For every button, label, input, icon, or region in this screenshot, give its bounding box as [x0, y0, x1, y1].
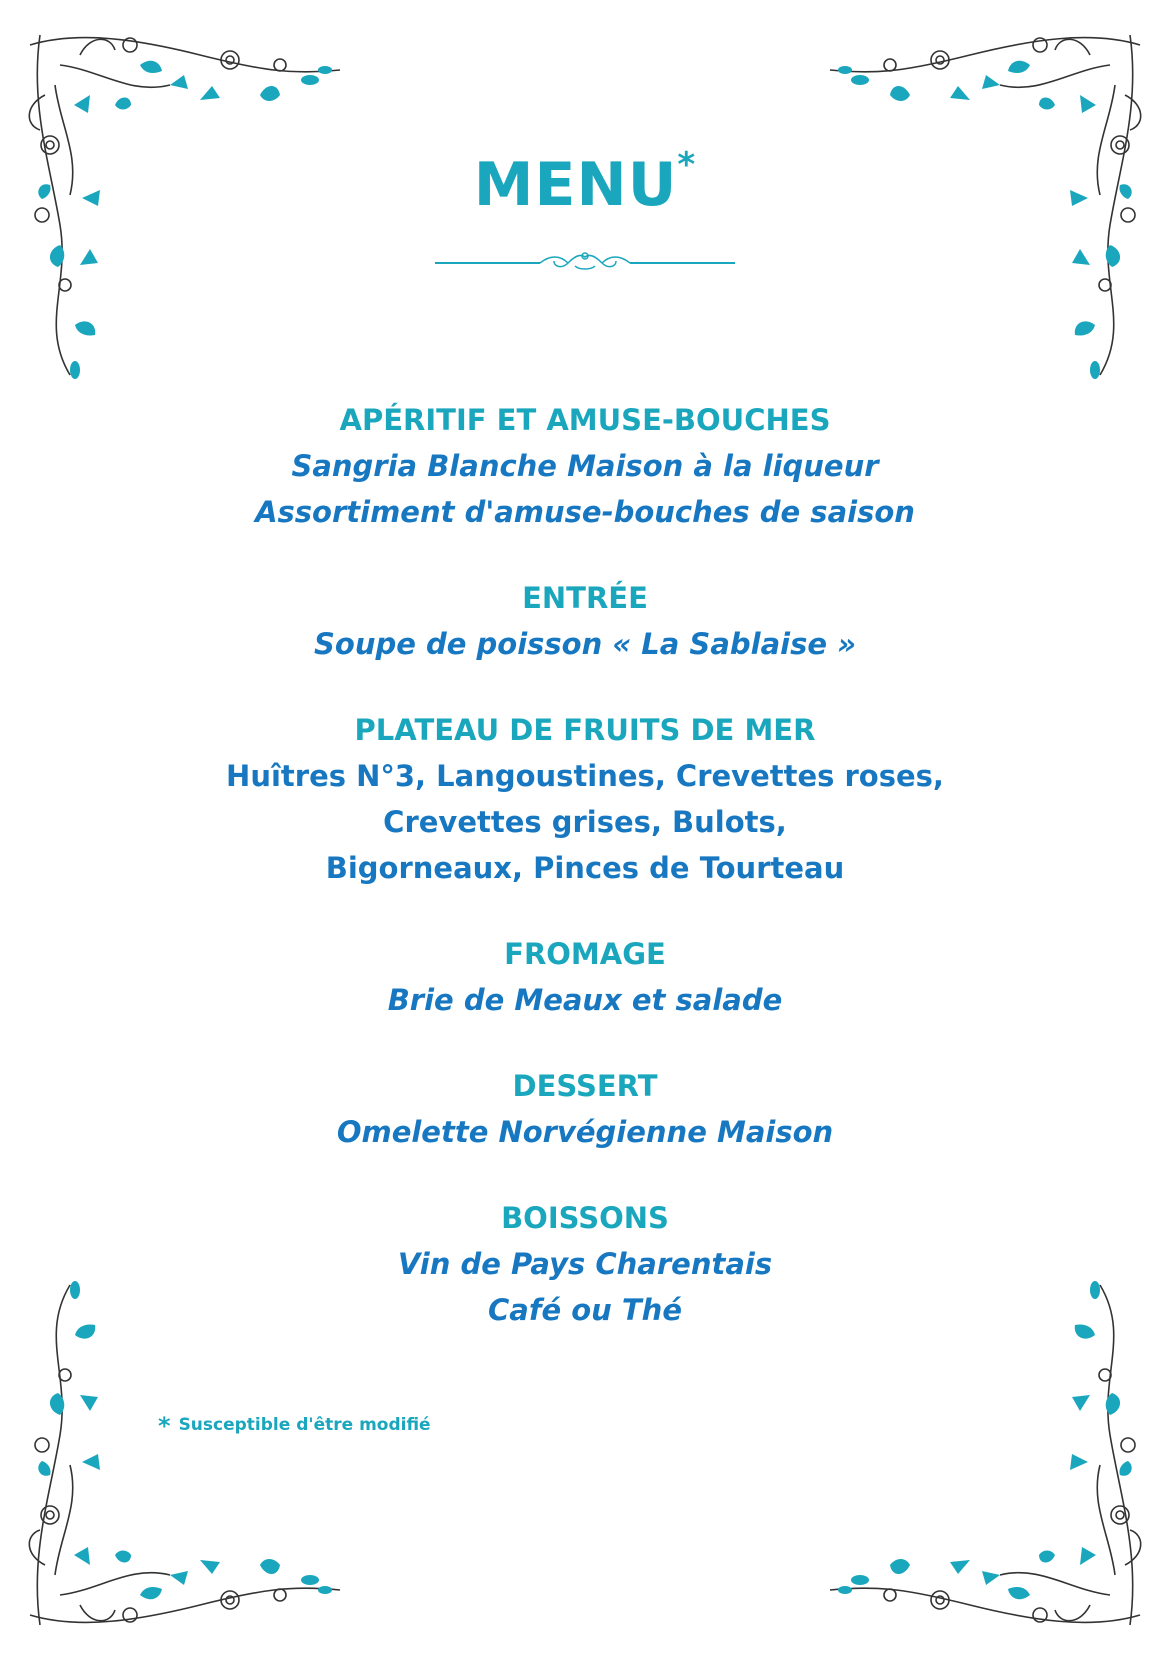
section-heading: APÉRITIF ET AMUSE-BOUCHES	[339, 403, 831, 437]
menu-item: Huîtres N°3, Langoustines, Crevettes roses,	[226, 759, 944, 793]
footnote-text: Susceptible d'être modifié	[178, 1415, 431, 1435]
menu-section	[0, 575, 1170, 667]
section-heading: FROMAGE	[504, 937, 666, 971]
menu-section	[0, 1063, 1170, 1155]
menu-item: Café ou Thé	[488, 1293, 682, 1327]
menu-section	[0, 931, 1170, 1023]
menu-item: Vin de Pays Charentais	[397, 1247, 773, 1281]
title-divider-icon	[435, 248, 735, 278]
menu-section	[0, 397, 1170, 535]
menu-title-asterisk: *	[677, 145, 697, 185]
menu-item: Bigorneaux, Pinces de Tourteau	[325, 851, 845, 885]
menu-item: Soupe de poisson « La Sablaise »	[314, 627, 856, 661]
menu-item: Brie de Meaux et salade	[387, 983, 783, 1017]
menu-title-text: MENU	[473, 150, 678, 220]
menu-item: Assortiment d'amuse-bouches de saison	[255, 495, 915, 529]
menu-item: Omelette Norvégienne Maison	[336, 1115, 834, 1149]
section-heading: ENTRÉE	[522, 581, 648, 615]
menu-section	[0, 707, 1170, 891]
menu-section	[0, 1195, 1170, 1333]
menu-title	[0, 145, 1170, 220]
section-heading: BOISSONS	[501, 1201, 669, 1235]
footnote-asterisk: *	[158, 1412, 171, 1440]
menu-item: Sangria Blanche Maison à la liqueur	[291, 449, 879, 483]
section-heading: PLATEAU DE FRUITS DE MER	[354, 713, 816, 747]
menu-item: Crevettes grises, Bulots,	[383, 805, 787, 839]
section-heading: DESSERT	[512, 1069, 658, 1103]
footnote	[158, 1408, 431, 1440]
menu-sections	[0, 397, 1170, 1373]
